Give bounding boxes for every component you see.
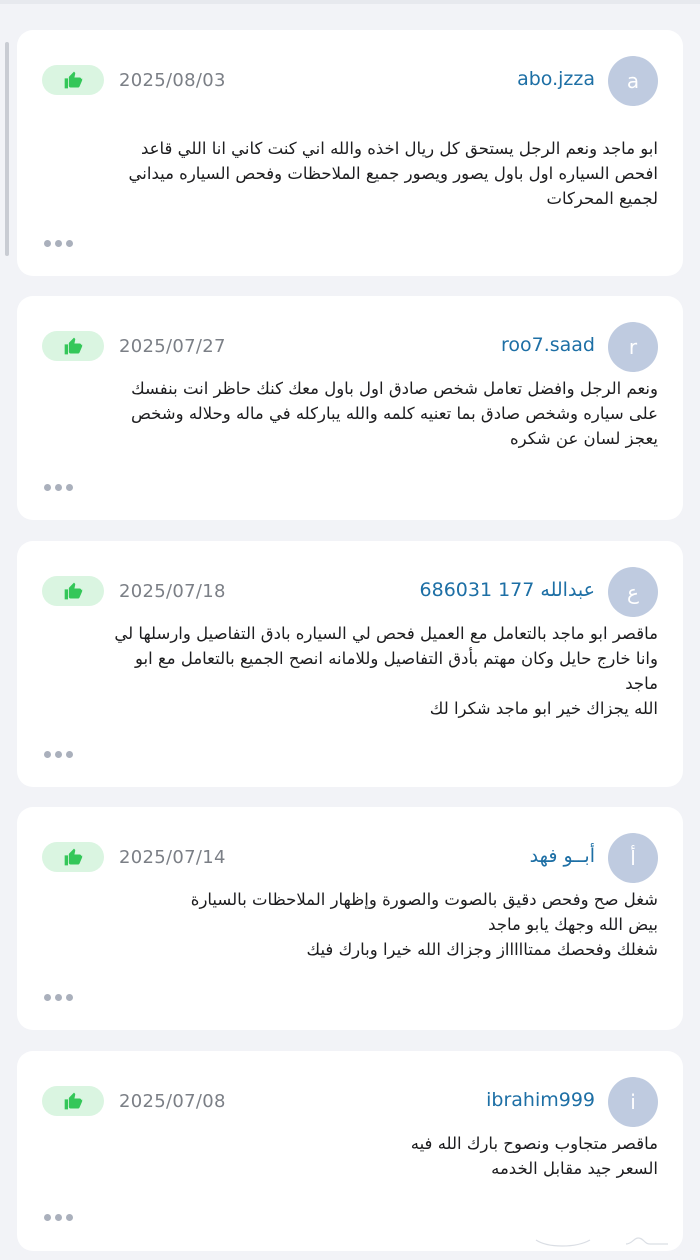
avatar[interactable]: i [608,1077,658,1127]
like-button[interactable] [42,331,104,361]
review-card [17,296,683,520]
thumbs-up-icon [63,847,83,867]
more-dots-icon [44,1214,51,1221]
review-date: 2025/07/14 [119,847,226,868]
thumbs-up-icon [63,336,83,356]
thumbs-up-icon [63,1091,83,1111]
avatar[interactable]: a [608,56,658,106]
more-dots-icon [55,484,62,491]
review-text: ماقصر ابو ماجد بالتعامل مع العميل فحص لي السياره بادق التفاصيل وارسلها لي وانا خارج حايل وكان مهتم بأدق التفاصيل وللامانه انصح الجميع بالتعامل مع ابو ماجد الله يجزاك خير ابو ماجد شكرا لك [114,624,658,718]
username-link[interactable]: roo7.saad [500,334,595,356]
review-text: ابو ماجد ونعم الرجل يستحق كل ريال اخذه والله اني كنت كاني انا اللي قاعد افحص السياره اول باول يصور ويصور جميع الملاحظات وفحص السياره ميداني لجميع المحركات [128,139,658,208]
review-card [17,30,683,276]
more-dots-icon [66,994,73,1001]
review-text: ماقصر متجاوب ونصوح بارك الله فيه السعر جيد مقابل الخدمه [410,1134,658,1178]
scroll-indicator[interactable] [5,42,9,256]
review-text: شغل صح وفحص دقيق بالصوت والصورة وإظهار الملاحظات بالسيارة بيض الله وجهك يابو ماجد شغلك وفحصك ممتاااااز وجزاك الله خيرا وبارك فيك [190,890,658,959]
more-dots-icon [44,240,51,247]
like-button[interactable] [42,842,104,872]
review-text: ونعم الرجل وافضل تعامل شخص صادق اول باول معك كنك حاظر انت بنفسك على سياره وشخص صادق بما تعنيه كلمه والله يباركله في ماله وحلاله وشخص يعجز لسان عن شكره [130,379,658,448]
review-date: 2025/07/18 [119,581,226,602]
username-link[interactable]: ibrahim999 [486,1089,595,1111]
review-card [17,807,683,1030]
more-dots-icon [66,751,73,758]
avatar[interactable]: r [608,322,658,372]
more-dots-icon [44,751,51,758]
review-date: 2025/07/27 [119,336,226,357]
more-dots-icon [55,994,62,1001]
more-options-button[interactable] [44,751,73,758]
more-options-button[interactable] [44,484,73,491]
more-dots-icon [44,994,51,1001]
more-dots-icon [55,240,62,247]
more-dots-icon [66,1214,73,1221]
more-options-button[interactable] [44,240,73,247]
username-link[interactable]: عبدالله 177 686031 [419,579,595,601]
like-button[interactable] [42,576,104,606]
review-date: 2025/08/03 [119,70,226,91]
review-date: 2025/07/08 [119,1091,226,1112]
review-card [17,541,683,787]
more-options-button[interactable] [44,1214,73,1221]
avatar[interactable]: ع [608,567,658,617]
thumbs-up-icon [63,581,83,601]
more-options-button[interactable] [44,994,73,1001]
like-button[interactable] [42,1086,104,1116]
thumbs-up-icon [63,70,83,90]
username-link[interactable]: abo.jzza [517,68,595,90]
more-dots-icon [66,484,73,491]
watermark-logo [528,1214,678,1254]
username-link[interactable]: أبــو فهد [529,845,595,867]
more-dots-icon [55,751,62,758]
like-button[interactable] [42,65,104,95]
avatar[interactable]: أ [608,833,658,883]
top-edge [0,0,700,4]
more-dots-icon [55,1214,62,1221]
more-dots-icon [66,240,73,247]
more-dots-icon [44,484,51,491]
